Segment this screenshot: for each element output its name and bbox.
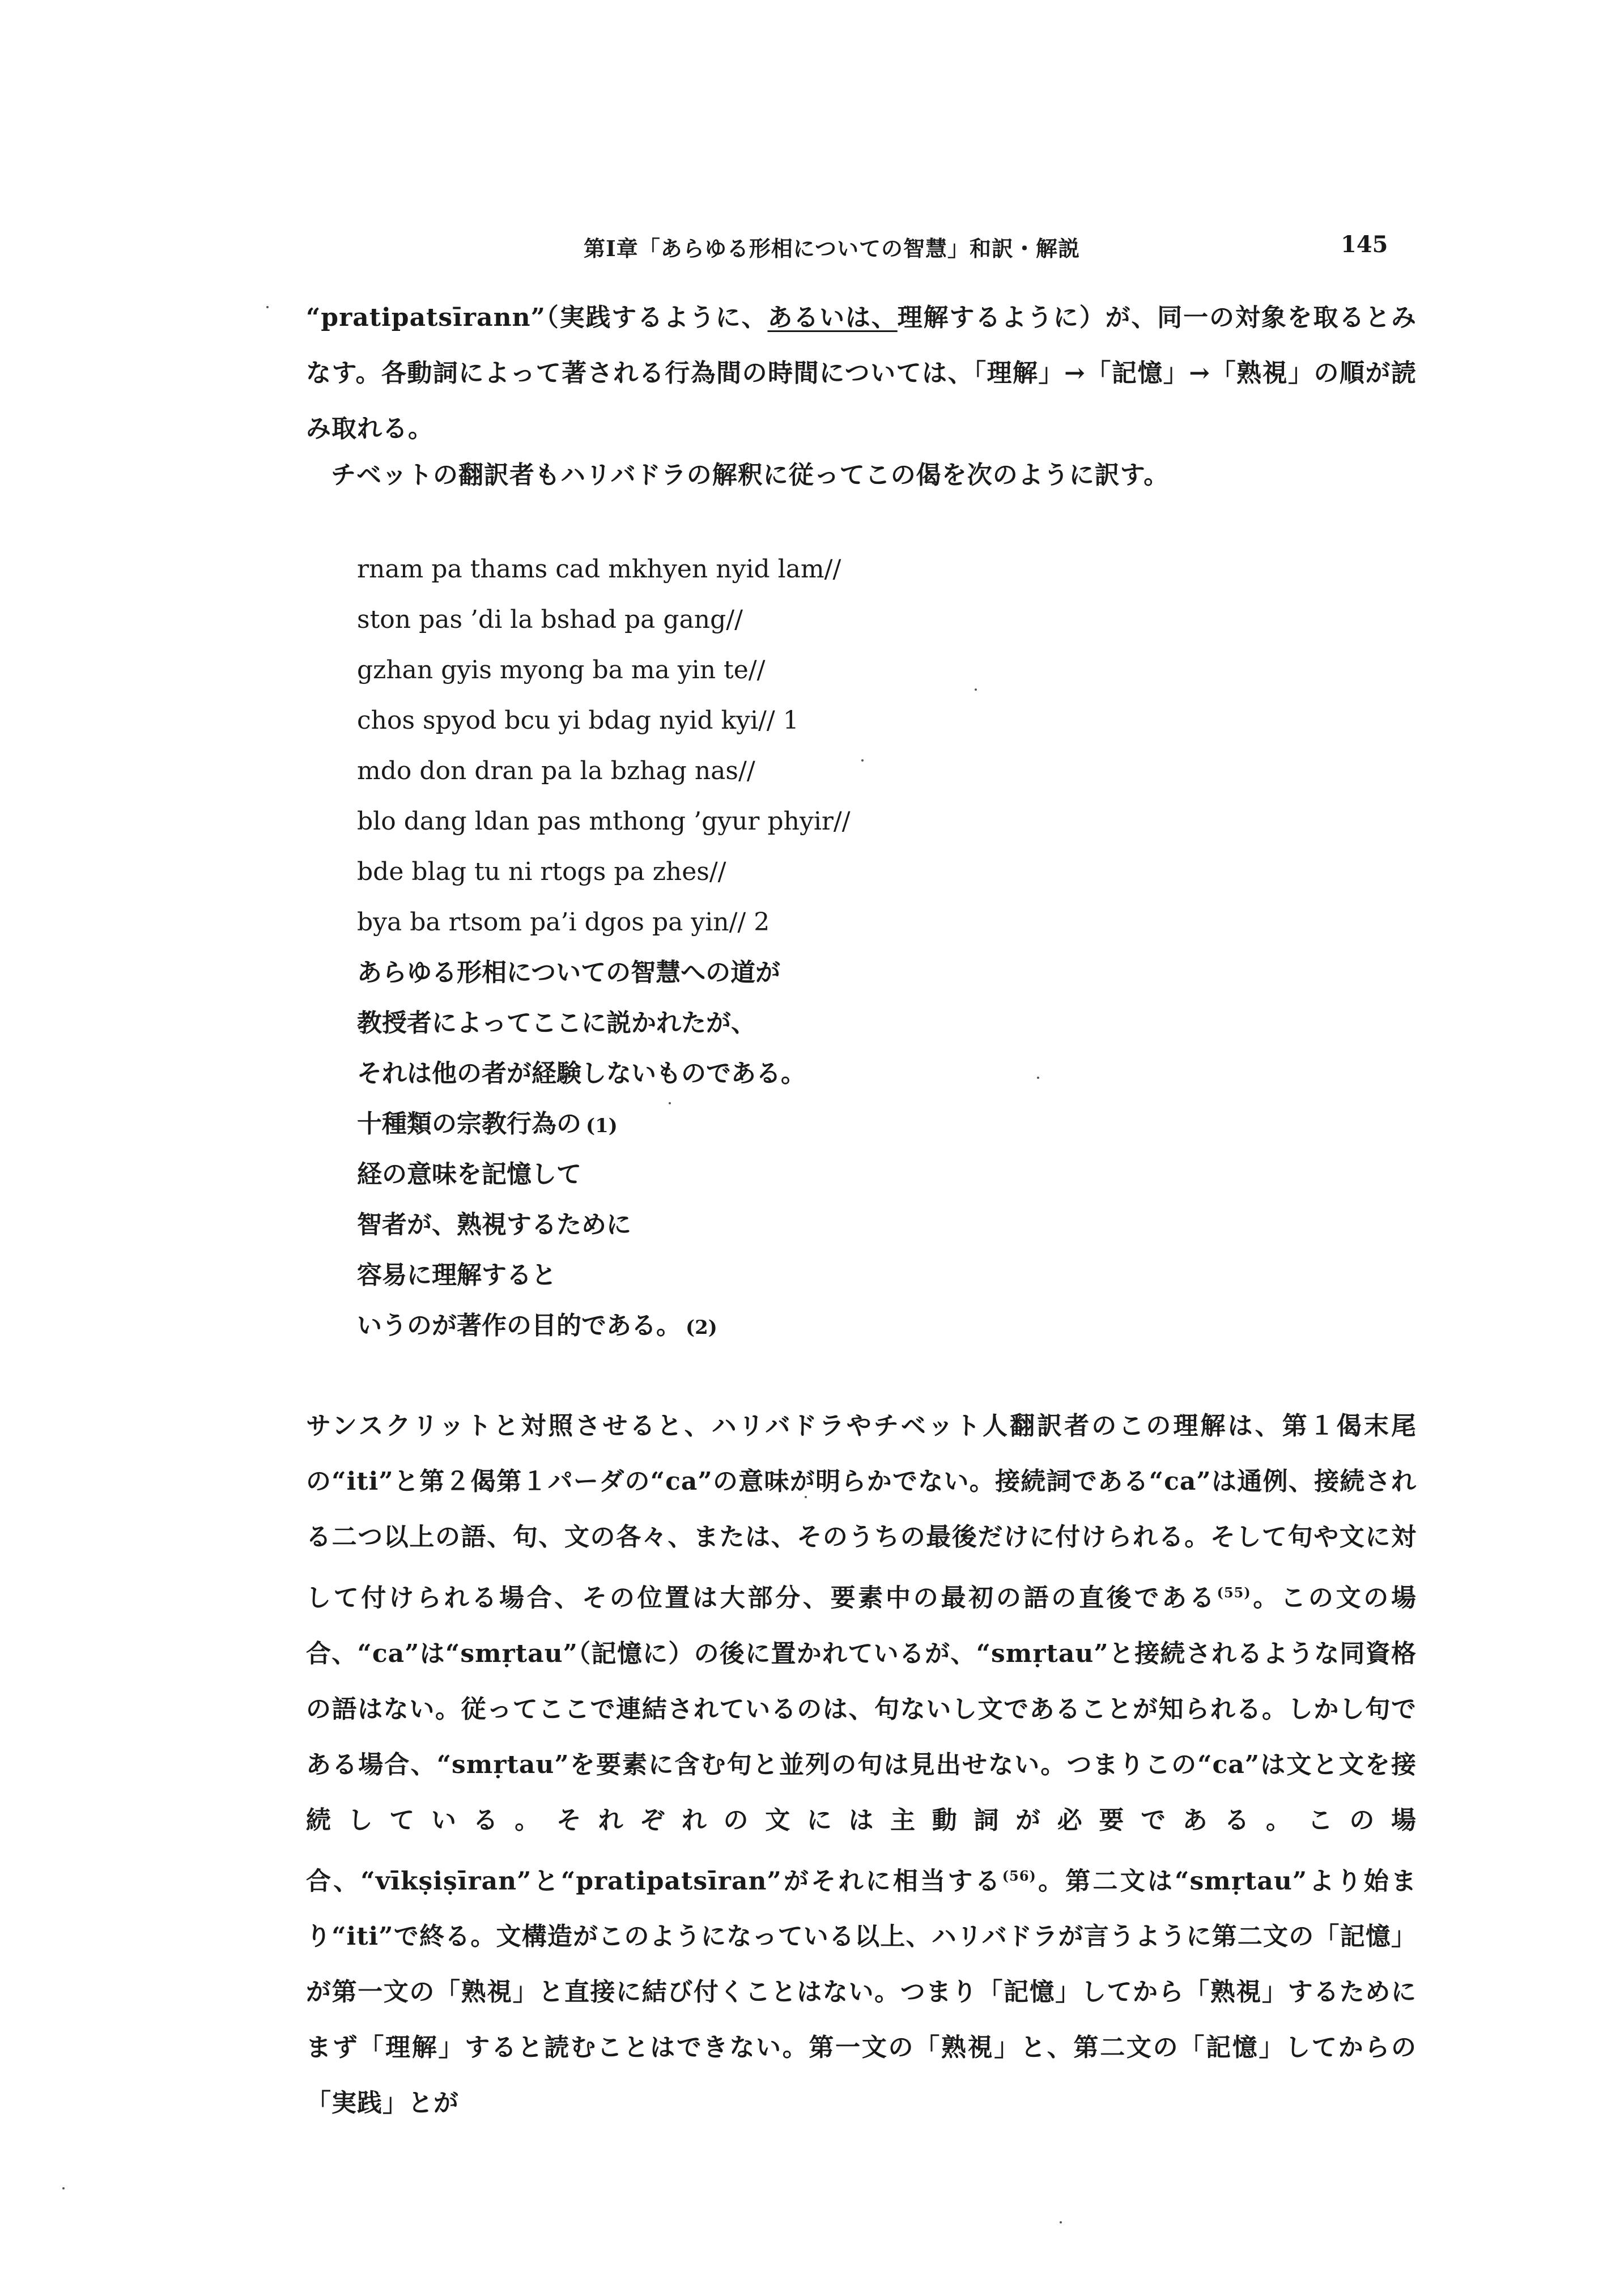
scan-speck <box>861 759 864 762</box>
japanese-verse-line: 容易に理解すると <box>357 1261 556 1290</box>
tibetan-verse-line: blo dang ldan pas mthong ’gyur phyir// <box>357 807 851 836</box>
underlined-phrase: あるいは、 <box>767 303 898 332</box>
verse-number: 1 <box>783 706 799 735</box>
verse-reference: (2) <box>686 1316 717 1339</box>
japanese-verse-line: それは他の者が経験しないものである。 <box>357 1059 806 1088</box>
scan-speck <box>62 2187 65 2189</box>
tibetan-verse-line: chos spyod bcu yi bdag nyid kyi// 1 <box>357 706 799 735</box>
paragraph-1 <box>306 290 1417 457</box>
japanese-verse-line: 十種類の宗教行為の (1) <box>357 1109 618 1138</box>
verse-number: 2 <box>754 908 770 937</box>
scan-speck <box>1060 2221 1062 2223</box>
running-title: 第Ⅰ章「あらゆる形相についての智慧」和訳・解説 <box>584 236 1081 261</box>
tibetan-verse-line: ston pas ’di la bshad pa gang// <box>357 605 743 634</box>
tibetan-verse-line: gzhan gyis myong ba ma yin te// <box>357 656 766 684</box>
paragraph-1-start: “pratipatsīrann”（実践するように、 <box>306 303 768 332</box>
paragraph-1-rest: 理解するように）が、同一の対象を取るとみなす。各動詞によって著される行為間の時間については、「理解」→「記憶」→「熟視」の順が読み取れる。 <box>306 303 1417 443</box>
footnote-marker-55[interactable]: (55) <box>1217 1584 1251 1601</box>
japanese-verse-line: 智者が、熟視するために <box>357 1210 631 1239</box>
page-number: 145 <box>1341 231 1388 258</box>
scan-speck <box>1037 1077 1039 1079</box>
paragraph-3: サンスクリットと対照させると、ハリバドラやチベット人翻訳者のこの理解は、第１偈末尾の“iti”と第２偈第１パーダの“ca”の意味が明らかでない。接続詞である“ca”は通例、接続される二つ以上の語、句、文の各々、または、そのうちの最後だけに付けられる。そして句や文に対して付けられる場合、その位置は大部分、要素中の最初の語の直後である$^{(55)}$。この文の場合、“ca”は“smṛtau”（記憶に）の後に置かれているが、“smṛtau”と接続されるような同資格の語はない。従ってここで連結されているのは、句ないし文であることが知られる。しかし句である場合、“smṛtau”を要素に含む句と並列の句は見出せない。つまりこの“ca”は文と文を接続している。それぞれの文には主動詞が必要である。この場合、“vīkṣiṣīran”と“pratipatsīran”がそれに相当する$^{(56)}$。第二文は“smṛtau”より始まり“iti”で終る。文構造がこのようになっている以上、ハリバドラが言うように第二文の「記憶」が第一文の「熟視」と直接に結び付くことはない。つまり「記憶」してから「熟視」するためにまず「理解」すると読むことはできない。第一文の「熟視」と、第二文の「記憶」してからの「実践」とが <box>306 1411 1417 2118</box>
tibetan-verse-line: bya ba rtsom pa’i dgos pa yin// 2 <box>357 908 770 937</box>
japanese-verse-line: 教授者によってここに説かれたが、 <box>357 1009 756 1038</box>
tibetan-verse-line: rnam pa thams cad mkhyen nyid lam// <box>357 555 841 584</box>
tibetan-verse-line: bde blag tu ni rtogs pa zhes// <box>357 857 726 886</box>
footnote-marker-56[interactable]: (56) <box>1002 1867 1036 1884</box>
scan-speck <box>805 1496 807 1498</box>
japanese-verse-line: 経の意味を記憶して <box>357 1160 581 1189</box>
tibetan-verse-line: mdo don dran pa la bzhag nas// <box>357 756 755 785</box>
japanese-verse-line: あらゆる形相についての智慧への道が <box>357 958 781 987</box>
paragraph-2: チベットの翻訳者もハリバドラの解釈に従ってこの偈を次のように訳す。 <box>331 461 1170 490</box>
scan-speck <box>266 306 269 308</box>
verse-reference: (1) <box>586 1115 618 1137</box>
scan-speck <box>669 1102 671 1104</box>
verse-block <box>357 544 1207 1351</box>
japanese-verse-line: いうのが著作の目的である。 (2) <box>357 1311 717 1340</box>
scan-speck <box>975 688 977 691</box>
